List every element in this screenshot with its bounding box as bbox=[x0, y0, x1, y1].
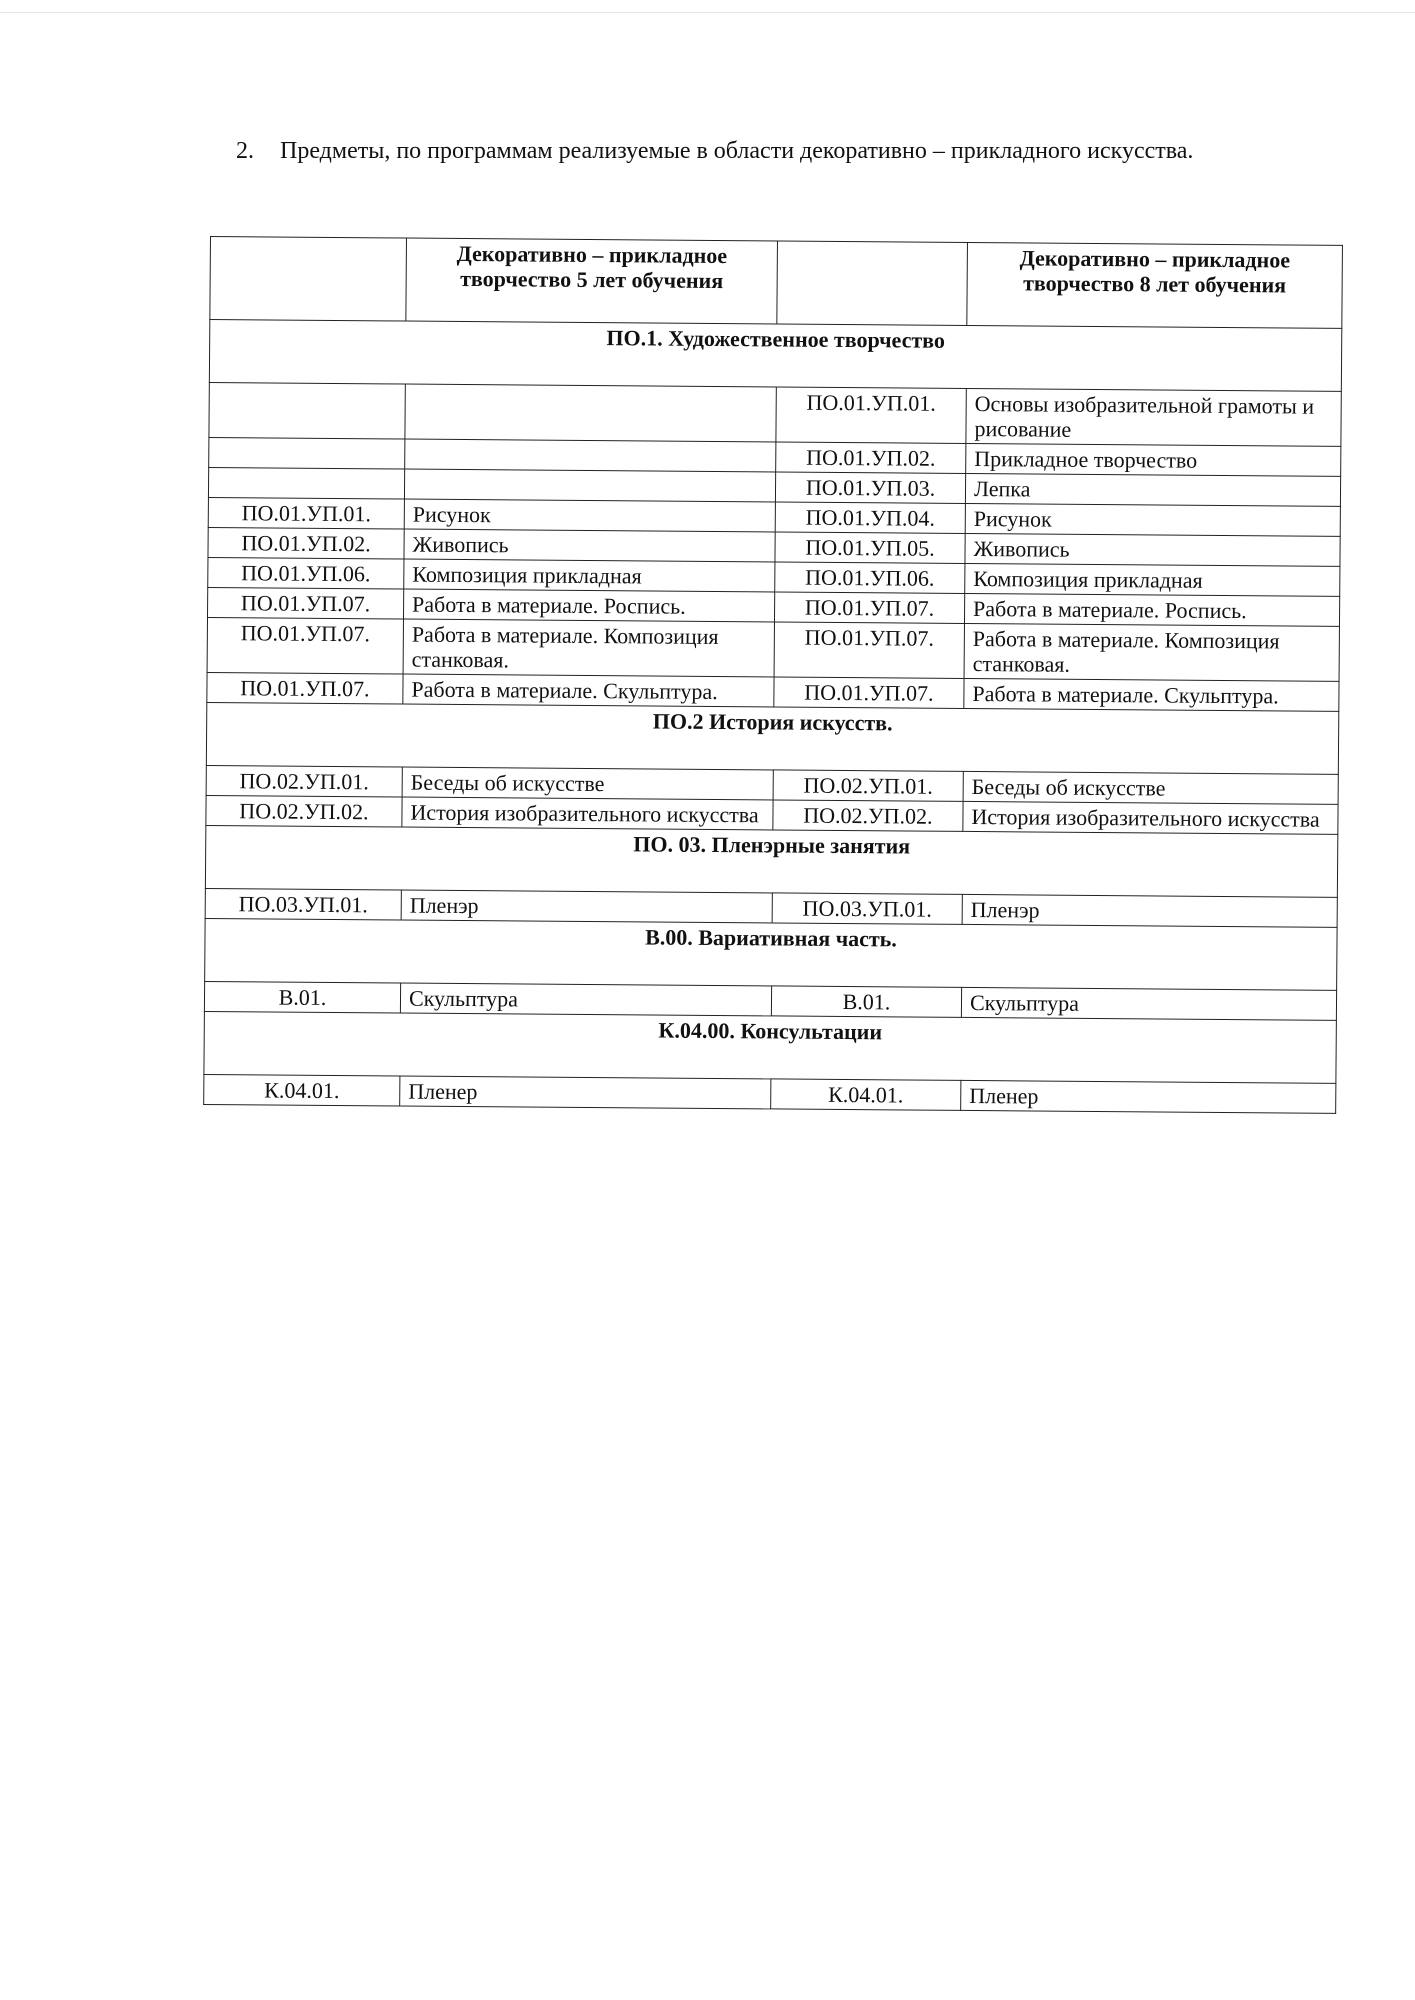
subject-5-years: Композиция прикладная bbox=[404, 559, 775, 592]
section-title: ПО. 03. Пленэрные занятия bbox=[205, 825, 1337, 897]
subject-5-years: Работа в материале. Роспись. bbox=[403, 589, 774, 622]
subject-5-years: Рисунок bbox=[404, 499, 775, 532]
code-8-years: ПО.01.УП.07. bbox=[774, 677, 964, 708]
subject-8-years: Скульптура bbox=[961, 987, 1336, 1020]
subject-5-years bbox=[405, 439, 776, 472]
table-row bbox=[207, 617, 1339, 681]
code-8-years: ПО.01.УП.07. bbox=[774, 592, 964, 623]
subject-5-years: Живопись bbox=[404, 529, 775, 562]
code-5-years: ПО.02.УП.01. bbox=[206, 765, 402, 797]
code-5-years: ПО.01.УП.07. bbox=[207, 617, 403, 674]
header-5-years: Декоративно – прикладное творчество 5 лет обучения bbox=[406, 238, 778, 324]
code-8-years: ПО.02.УП.01. bbox=[773, 770, 963, 801]
section-header-row bbox=[206, 702, 1338, 774]
code-8-years: К.04.01. bbox=[771, 1079, 961, 1110]
code-8-years: В.01. bbox=[771, 986, 961, 1017]
subject-8-years: История изобразительного искусства bbox=[963, 801, 1338, 834]
header-8-years: Декоративно – прикладное творчество 8 лет обучения bbox=[967, 242, 1343, 328]
section-title: В.00. Вариативная часть. bbox=[205, 918, 1337, 990]
code-5-years bbox=[208, 467, 404, 499]
code-8-years: ПО.01.УП.04. bbox=[775, 502, 965, 533]
subject-5-years: Работа в материале. Композиция станковая. bbox=[403, 619, 774, 677]
subject-8-years: Прикладное творчество bbox=[966, 443, 1341, 476]
code-8-years: ПО.02.УП.02. bbox=[773, 800, 963, 831]
section-header-row bbox=[205, 918, 1337, 990]
subject-5-years bbox=[404, 469, 775, 502]
subject-8-years: Работа в материале. Скульптура. bbox=[964, 678, 1339, 711]
subject-8-years: Пленер bbox=[961, 1080, 1336, 1113]
section-header-row bbox=[209, 320, 1341, 392]
header-empty-cell bbox=[777, 241, 968, 325]
intro-text: Предметы, по программам реализуемые в области декоративно – прикладного искусства. bbox=[280, 138, 1194, 164]
section-header-row bbox=[205, 825, 1337, 897]
subject-8-years: Живопись bbox=[965, 533, 1340, 566]
subject-8-years: Основы изобразительной грамоты и рисование bbox=[966, 388, 1341, 446]
header-row bbox=[210, 237, 1343, 329]
subject-5-years: Пленер bbox=[400, 1076, 771, 1109]
code-5-years: К.04.01. bbox=[204, 1074, 400, 1106]
section-title: К.04.00. Консультации bbox=[204, 1011, 1336, 1083]
code-8-years: ПО.01.УП.05. bbox=[775, 532, 965, 563]
code-5-years: В.01. bbox=[204, 981, 400, 1013]
code-8-years: ПО.01.УП.03. bbox=[775, 472, 965, 503]
subject-5-years: История изобразительного искусства bbox=[402, 797, 773, 830]
code-8-years: ПО.01.УП.06. bbox=[775, 562, 965, 593]
code-5-years: ПО.02.УП.02. bbox=[206, 795, 402, 827]
code-8-years: ПО.03.УП.01. bbox=[772, 893, 962, 924]
code-8-years: ПО.01.УП.01. bbox=[776, 387, 966, 443]
subject-5-years: Работа в материале. Скульптура. bbox=[403, 674, 774, 707]
subject-8-years: Композиция прикладная bbox=[965, 563, 1340, 596]
subject-8-years: Рисунок bbox=[965, 503, 1340, 536]
code-5-years: ПО.03.УП.01. bbox=[205, 888, 401, 920]
code-5-years: ПО.01.УП.01. bbox=[208, 497, 404, 529]
header-empty-cell bbox=[210, 237, 407, 322]
subject-8-years: Работа в материале. Роспись. bbox=[964, 593, 1339, 626]
subject-5-years: Пленэр bbox=[401, 890, 772, 923]
section-title: ПО.2 История искусств. bbox=[206, 702, 1338, 774]
subject-5-years bbox=[405, 384, 776, 442]
subject-8-years: Лепка bbox=[965, 473, 1340, 506]
subject-8-years: Работа в материале. Композиция станковая. bbox=[964, 623, 1339, 681]
code-5-years: ПО.01.УП.07. bbox=[207, 672, 403, 704]
table-row bbox=[209, 382, 1341, 446]
subject-5-years: Беседы об искусстве bbox=[402, 767, 773, 800]
section-header-row bbox=[204, 1011, 1336, 1083]
code-5-years bbox=[209, 382, 405, 439]
code-5-years bbox=[209, 437, 405, 469]
intro-paragraph bbox=[236, 137, 1351, 165]
intro-number: 2. bbox=[236, 138, 254, 164]
scan-edge-line bbox=[0, 12, 1415, 13]
subject-8-years: Беседы об искусстве bbox=[963, 771, 1338, 804]
code-5-years: ПО.01.УП.02. bbox=[208, 527, 404, 559]
code-8-years: ПО.01.УП.02. bbox=[776, 442, 966, 473]
subject-8-years: Пленэр bbox=[962, 894, 1337, 927]
subject-5-years: Скульптура bbox=[400, 983, 771, 1016]
code-5-years: ПО.01.УП.06. bbox=[208, 557, 404, 589]
code-8-years: ПО.01.УП.07. bbox=[774, 622, 964, 678]
curriculum-table-body bbox=[204, 237, 1343, 1114]
curriculum-table bbox=[203, 236, 1343, 1114]
section-title: ПО.1. Художественное творчество bbox=[209, 320, 1341, 392]
code-5-years: ПО.01.УП.07. bbox=[208, 587, 404, 619]
